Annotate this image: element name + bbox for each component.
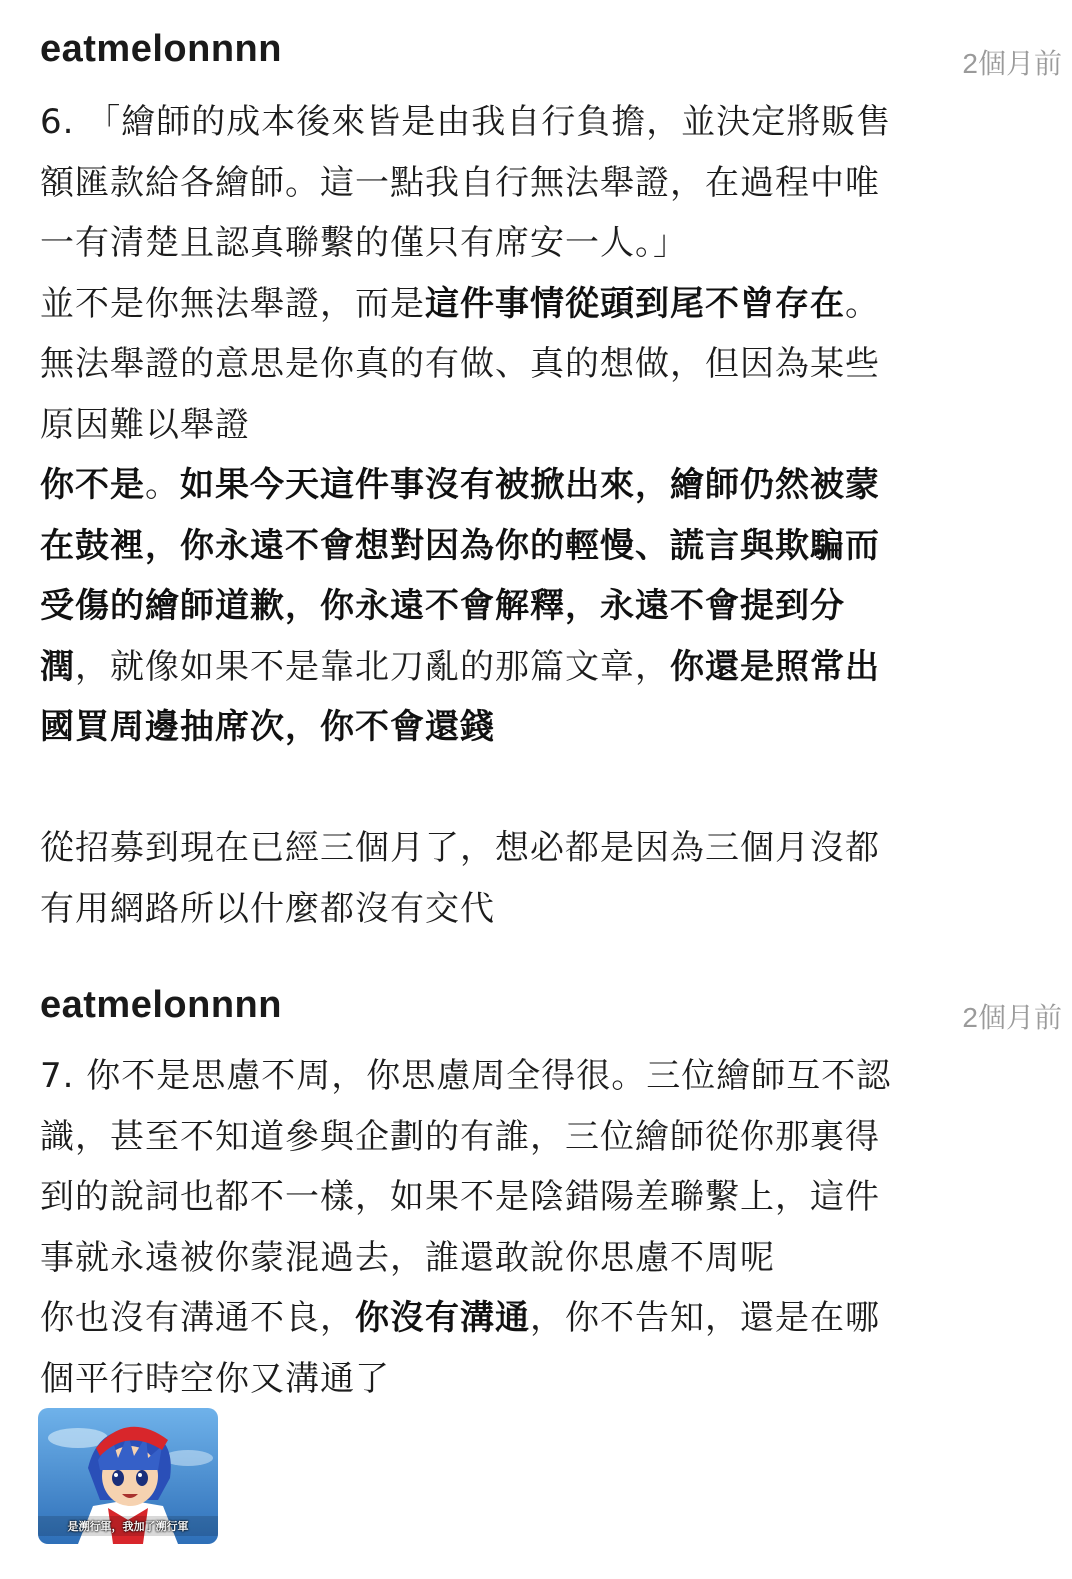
bold-text-span: 你還是照常出 [670,646,880,687]
bold-text-span: 國買周邊抽席次，你不會還錢 [40,707,495,747]
comment-text-line [40,1349,1000,1410]
text-span: 額匯款給各繪師。這一點我自行無法舉證，在過程中唯 [40,162,880,203]
bold-text-span: 這件事情從頭到尾不曾存在 [425,283,845,324]
text-span: 原因難以舉證 [40,404,250,445]
comment-text-line [40,697,1000,758]
text-span: 個平行時空你又溝通了 [40,1358,390,1399]
comment-username[interactable]: eatmelonnnn [40,984,282,1026]
text-span: ，就像如果不是靠北刀亂的那篇文章， [75,646,670,687]
comment-body [40,1046,1000,1409]
comment-text-line [40,818,1000,879]
text-span: 並不是你無法舉證，而是 [40,283,425,324]
text-span: 6. 「繪師的成本後來皆是由我自行負擔，並決定將販售 [40,102,892,142]
bold-text-span: 潤 [40,646,75,687]
comment-text-line [40,1288,1000,1349]
bold-text-span: 你不是 [40,465,145,505]
comment-text-line [40,879,1000,940]
text-span: 你也沒有溝通不良， [40,1298,355,1338]
comment-text-line [40,334,1000,395]
comment-text-line [40,92,1000,153]
comment-text-line [40,637,1000,698]
comment-text-line [40,758,1000,819]
text-span: 一有清楚且認真聯繫的僅只有席安一人。」 [40,223,688,263]
bold-text-span: 受傷的繪師道歉，你永遠不會解釋，永遠不會提到分 [40,586,845,626]
sticker-caption: 是溯行軍，我加了溯行軍 [67,1520,189,1533]
comment-timestamp: 2個月前 [962,1002,1062,1033]
comment-username[interactable]: eatmelonnnn [40,28,282,70]
comment-text-line [40,274,1000,335]
comment-text-line [40,1167,1000,1228]
comment-text-line [40,576,1000,637]
text-span: ，你不告知，還是在哪 [530,1298,880,1338]
bold-text-span: 如果今天這件事沒有被掀出來，繪師仍然被蒙 [180,465,880,505]
text-span: 到的說詞也都不一樣，如果不是陰錯陽差聯繫上，這件 [40,1177,880,1217]
text-span: 有用網路所以什麼都沒有交代 [40,888,495,929]
comment-timestamp: 2個月前 [962,48,1062,79]
text-span: 事就永遠被你蒙混過去，誰還敢說你思慮不周呢 [40,1237,775,1278]
text-span: 。 [145,465,180,505]
comment-text-line [40,1228,1000,1289]
bold-text-span: 你沒有溝通 [355,1298,530,1338]
text-span: 無法舉證的意思是你真的有做、真的想做，但因為某些 [40,344,880,384]
comment-text-line [40,455,1000,516]
comment-text-line [40,516,1000,577]
text-span: 7. 你不是思慮不周，你思慮周全得很。三位繪師互不認 [40,1056,892,1096]
comment-text-line [40,1046,1000,1107]
text-span: 。 [845,283,880,324]
anime-sticker-image[interactable] [38,1408,218,1544]
comment-body [40,92,1000,939]
comment-text-line [40,213,1000,274]
text-span: 從招募到現在已經三個月了，想必都是因為三個月沒都 [40,828,880,868]
comment-text-line [40,1107,1000,1168]
comment-text-line [40,395,1000,456]
bold-text-span: 在鼓裡，你永遠不會想對因為你的輕慢、謊言與欺騙而 [40,525,880,566]
text-span: 識，甚至不知道參與企劃的有誰，三位繪師從你那裏得 [40,1116,880,1157]
comment-text-line [40,153,1000,214]
